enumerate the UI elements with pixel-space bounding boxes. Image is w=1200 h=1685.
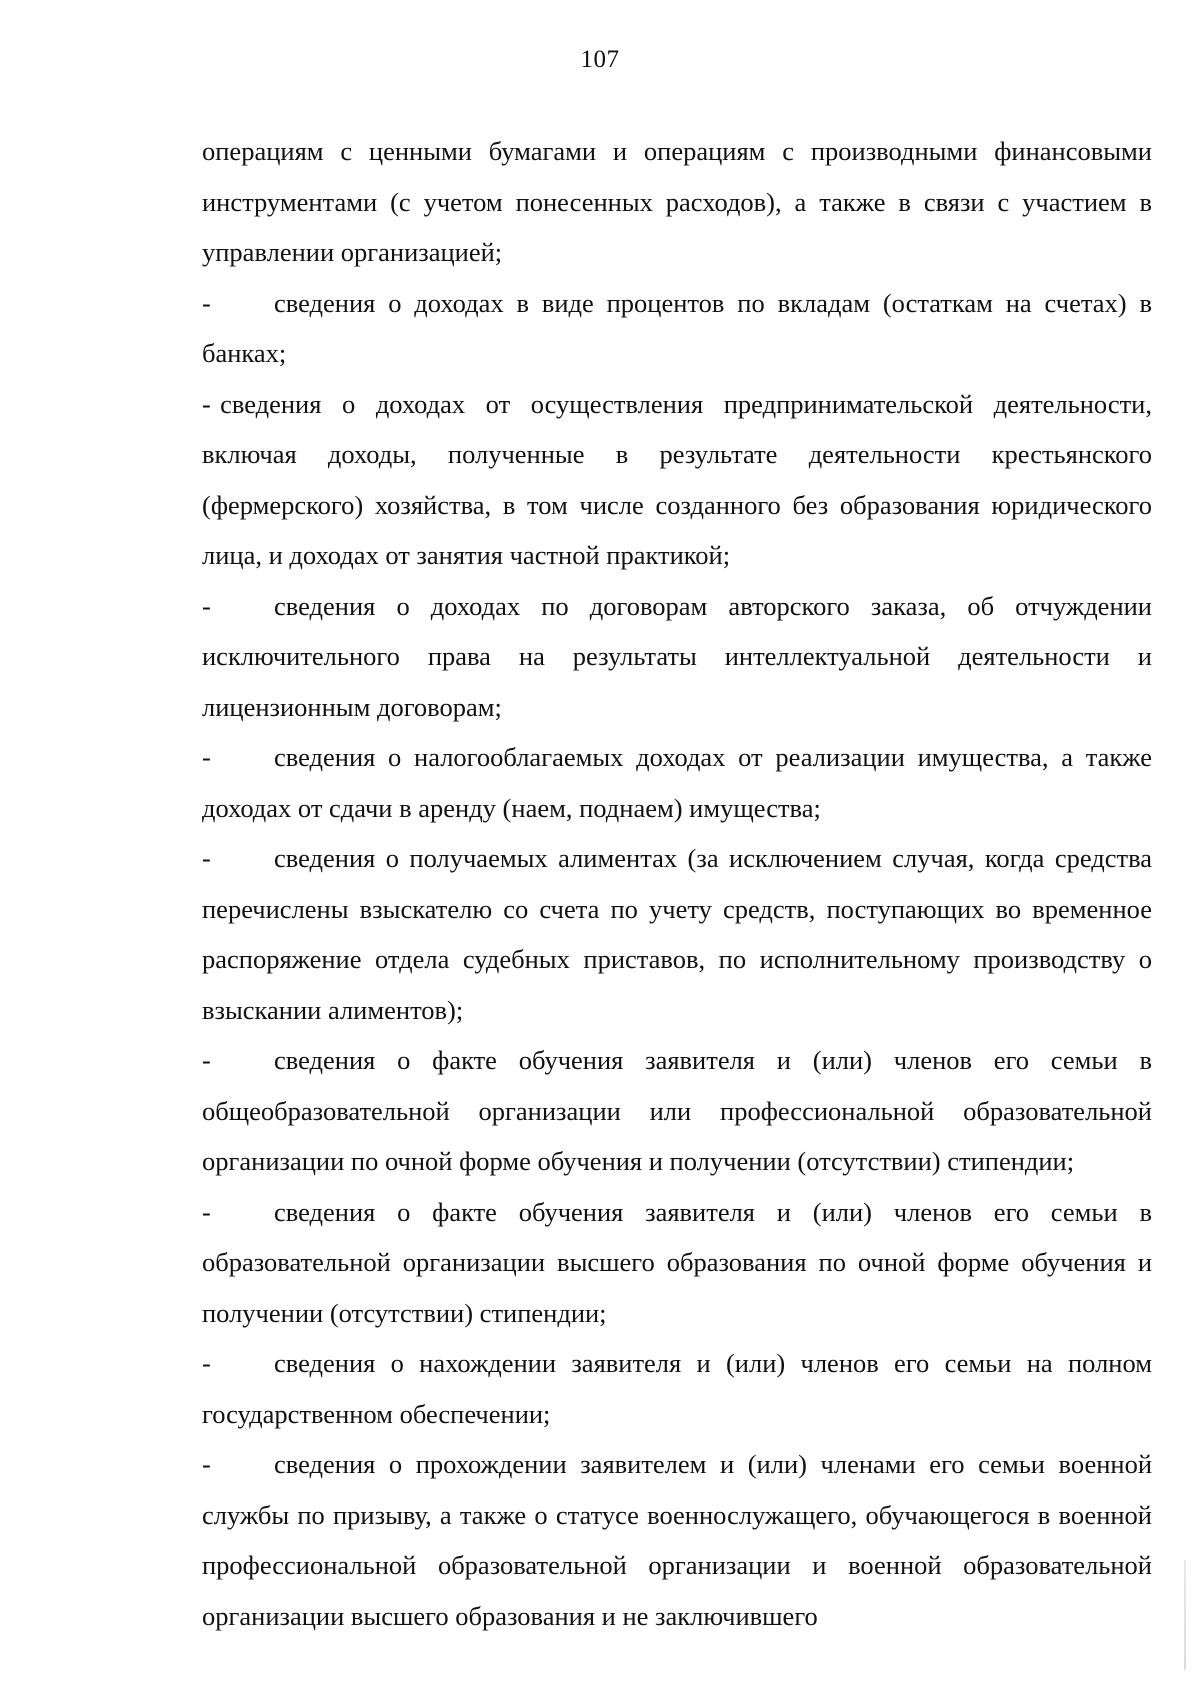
list-dash: -	[202, 590, 211, 621]
list-dash: -	[202, 1045, 211, 1075]
list-dash: -	[202, 388, 211, 419]
list-item-text: сведения о доходах в виде процентов по вкладам (остаткам на счетах) в банках;	[202, 287, 1152, 368]
document-body	[202, 126, 1152, 1641]
list-item	[202, 1035, 1152, 1187]
paragraph-text: операциям с ценными бумагами и операциям с производными финансовыми инструментами (с учетом понесенных расходов), а также в связи с участием в управлении организацией;	[202, 136, 1152, 267]
list-item	[202, 581, 1152, 733]
list-item-text: сведения о факте обучения заявителя и (или) членов его семьи в общеобразовательной организации или профессиональной образовательной организации по очной форме обучения и получении (отсутствии) стипендии;	[202, 1045, 1152, 1176]
paragraph-continuation	[202, 126, 1152, 278]
list-item-text: сведения о доходах по договорам авторского заказа, об отчуждении исключительного права на результаты интеллектуальной деятельности и лицензионным договорам;	[202, 590, 1152, 722]
list-item	[202, 1439, 1152, 1641]
list-dash: -	[202, 1196, 211, 1227]
list-item	[202, 1187, 1152, 1339]
list-item	[202, 278, 1152, 379]
list-item	[202, 379, 1152, 581]
list-dash: -	[202, 1348, 211, 1378]
list-dash: -	[202, 287, 211, 318]
list-item-text: сведения о получаемых алиментах (за исключением случая, когда средства перечислены взыскателю со счета по учету средств, поступающих во временное распоряжение отдела судебных приставов, по исполнительному производству о взыскании алиментов);	[202, 843, 1152, 1025]
list-item	[202, 833, 1152, 1035]
list-item	[202, 1338, 1152, 1439]
page-number: 107	[580, 46, 620, 73]
list-dash: -	[202, 843, 211, 873]
list-item-text: сведения о нахождении заявителя и (или) членов его семьи на полном государственном обеспечении;	[202, 1348, 1152, 1429]
list-dash: -	[202, 1449, 211, 1479]
list-item	[202, 732, 1152, 833]
list-item-text: сведения о факте обучения заявителя и (или) членов его семьи в образовательной организации высшего образования по очной форме обучения и получении (отсутствии) стипендии;	[202, 1196, 1152, 1328]
scan-edge-shadow	[1184, 1560, 1186, 1670]
list-dash: -	[202, 742, 211, 772]
list-item-text: сведения о прохождении заявителем и (или) членами его семьи военной службы по призыву, а также о статусе военнослужащего, обучающегося в военной профессиональной образовательной организации и военной образовательной организации высшего образования и не заключившего	[202, 1449, 1152, 1631]
list-item-text: сведения о налогооблагаемых доходах от реализации имущества, а также доходах от сдачи в аренду (наем, поднаем) имущества;	[202, 742, 1152, 823]
list-item-text: сведения о доходах от осуществления предпринимательской деятельности, включая доходы, полученные в результате деятельности крестьянского (фермерского) хозяйства, в том числе созданного без образования юридического лица, и доходах от занятия частной практикой;	[202, 388, 1152, 570]
